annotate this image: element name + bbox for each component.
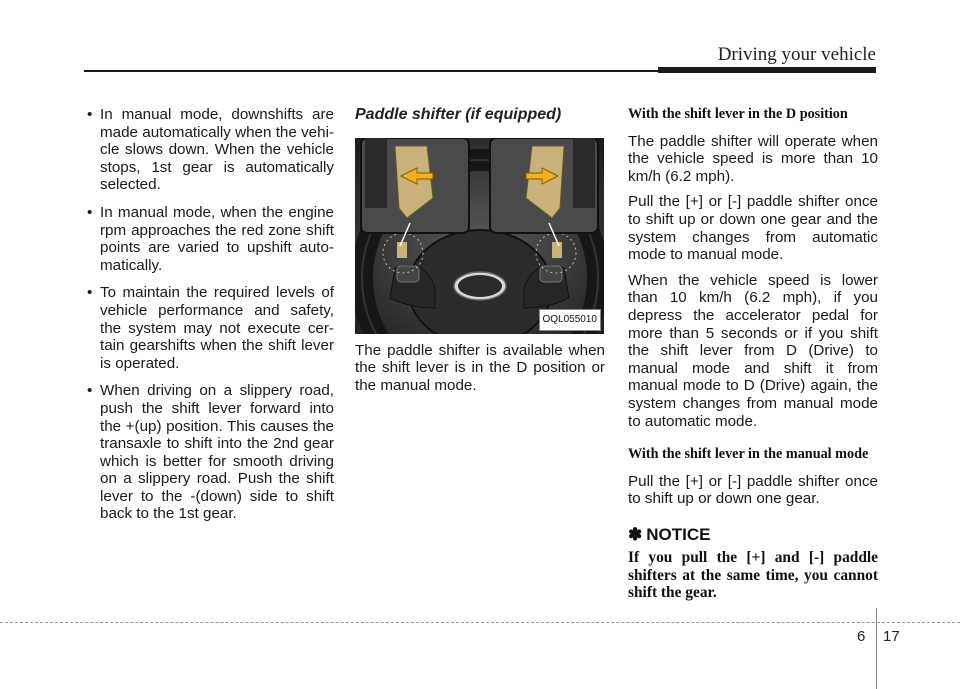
subheading-manual-mode: With the shift lever in the manual mode [628, 446, 869, 463]
paragraph: Pull the [+] or [-] paddle shifter once to shift up or down one gear and the system changes from automatic mode to manual mode. [628, 193, 878, 264]
steering-wheel-illustration [355, 138, 604, 334]
column-left [84, 106, 334, 533]
bullet-item: • In manual mode, when the engine rpm approaches the red zone shift points are varied to upshift auto-matically. [84, 204, 334, 274]
column-right [628, 106, 878, 602]
figure-code: OQL055010 [539, 309, 602, 331]
left-paddle-callout [361, 138, 469, 246]
notice-body: If you pull the [+] and [-] paddle shifters at the same time, you cannot shift the gear. [628, 549, 878, 602]
section-heading: Paddle shifter (if equipped) [355, 106, 562, 123]
paragraph: Pull the [+] or [-] paddle shifter once to shift up or down one gear. [628, 472, 878, 508]
header-title: Driving your vehicle [717, 44, 876, 65]
right-paddle-callout [490, 138, 598, 246]
chapter-number: 6 [857, 628, 866, 645]
notice-heading [628, 526, 878, 544]
footer-rule [0, 622, 960, 623]
paddle-shifter-figure [355, 138, 604, 334]
bullet-item: • In manual mode, downshifts are made automatically when the vehi-cle slows down. When the vehicle stops, 1st gear is automatically selected. [84, 106, 334, 194]
subheading-d-position: With the shift lever in the D position [628, 106, 848, 122]
notice-icon: ✽ [628, 524, 643, 544]
bullet-item: • When driving on a slippery road, push the shift lever forward into the +(up) position. This causes the transaxle to shift into the 2nd gear which is better for smooth driving on a slippery road. Push the shift lever to the -(down) side to shift back to the 1st gear. [84, 382, 334, 523]
page-number: 17 [883, 628, 900, 645]
footer-divider [876, 608, 877, 689]
paragraph: When the vehicle speed is lower than 10 km/h (6.2 mph), if you depress the accelerator pedal for more than 5 seconds or if you shift the shift lever from D (Drive) to manual mode and shift it from manual mode to D (Drive) again, the system changes from manual mode to automatic mode. [628, 271, 878, 430]
paragraph: The paddle shifter will operate when the vehicle speed is more than 10 km/h (6.2 mph). [628, 132, 878, 185]
bullet-list [84, 106, 334, 523]
column-middle [355, 106, 605, 402]
paragraph: The paddle shifter is available when the shift lever is in the D position or the manual mode. [355, 341, 605, 394]
bullet-item: • To maintain the required levels of vehicle performance and safety, the system may not execute cer-tain gearshifts when the shift lever is operated. [84, 284, 334, 372]
notice-title: NOTICE [646, 524, 711, 544]
header-rule-accent [658, 67, 876, 73]
